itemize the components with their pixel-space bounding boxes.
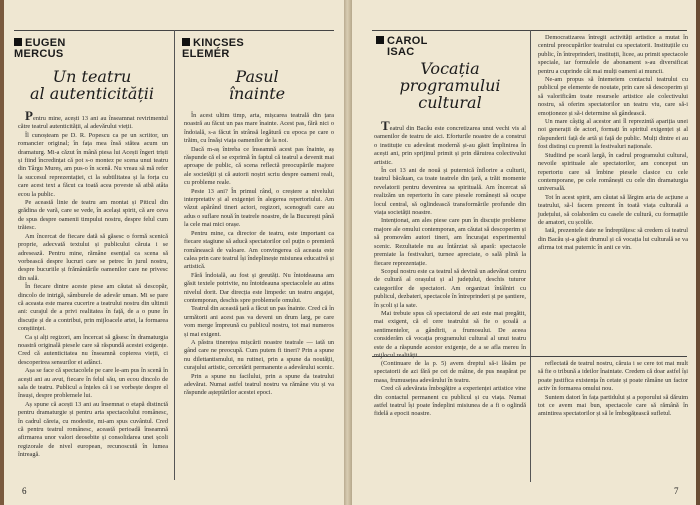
paragraph: Intenționat, am ales piese care pun în discuție probleme majore ale omului contemporan, am căutat să descoperim și să promovăm autori tineri, am încurajat experimentul scenic. Rezultatele nu au întârziat să apară: spectacole premiate la festivaluri, turnee apreciate, o sală plină la fiecare reprezentație. [374, 217, 526, 267]
paragraph: Pe această linie de teatru am montat și Piticul din grădina de vară, care se vede, în același spirit, că are ceva de spus despre oamenii timpului nostru, despre felul cum trăiesc. [18, 199, 168, 232]
paragraph: Peste 13 ani? În primul rând, o creștere a nivelului interpretativ și al exigenței în alegerea repertoriului. Am văzut apărând tineri actori, regizori, scenografi care au adus o suflare nouă în teatrele noastre, de la București până la cele mai mici orașe. [184, 187, 334, 229]
paragraph: Ca și alți regizori, am încercat să găsesc în dramaturgia noastră originală piesele care să răspundă acestei exigențe. Cred că autenticitatea nu înseamnă copierea vieții, ci descoperirea sensurilor ei adânci. [18, 333, 168, 366]
paragraph: Un mare câștig al acestor ani îl reprezintă apariția unei noi generații de actori, formați în spiritul exigenței și al răspunderii față de artă și față de public. Mulți dintre ei au fost distinși cu premii la festivaluri naționale. [538, 118, 688, 151]
paragraph: Suntem datori în fața partidului și a poporului să dăruim tot ce avem mai bun, spectacole care să rămână în amintirea spectatorilor și să le îmbogățească sufletul. [538, 393, 688, 418]
paragraph: Teatrul din Bacău este concretizarea unui vechi vis al oamenilor de teatru de aici. Eforturile noastre de a construi o instituție cu adevărat modernă și-au găsit împlinirea în acești ani, prin sprijinul primit și prin dăruirea colectivului artistic. [374, 118, 526, 166]
paragraph: Scopul nostru este ca teatrul să devină un adevărat centru de cultură al orașului și al județului, deschis tuturor categoriilor de spectatori. Am organizat întâlniri cu publicul, dezbateri, spectacole în întreprinderi și pe șantiere, în școli și la sate. [374, 267, 526, 309]
bullet-square-icon [14, 38, 22, 46]
paragraph: Pentru mine, ca director de teatru, este important ca fiecare stagiune să aducă spectatorilor cel puțin o premieră românească de valoare. Am convingerea că aceasta este calea prin care teatrul își îndeplinește misiunea educativă și artistică. [184, 229, 334, 271]
bullet-square-icon [182, 38, 190, 46]
paragraph: Îl cunoșteam pe D. R. Popescu ca pe un scriitor, un romancier original; în fața mea însă stătea acum un dramaturg. Mi-a căzut în mână piesa lui Acești îngeri triști și fiind încredințat că pot s-o montez pe scena unui teatru din Târgu Mureș, am pus-o în scenă. Nu vreau să mă refer la succesul reprezentației, ci la subtilitatea și la forța cu care acest text a făcut ca toată acea poveste să aibă atâta ecou la public. [18, 131, 168, 198]
paragraph: Cred că adevărata îmbogățire a experienței artistice vine din contactul permanent cu publicul și cu viața. Numai astfel teatrul își poate îndeplini misiunea de a fi o oglindă fidelă a epocii noastre. [374, 385, 526, 418]
paragraph: Prin a spune nu facilului, prin a spune da teatrului adevărat. Numai astfel teatrul nostru va rămâne viu și va răspunde așteptărilor acestei epoci. [184, 372, 334, 397]
paragraph: Aș spune că acești 13 ani au însemnat o etapă distinctă pentru dramaturgie și pentru arta spectacolului românesc, în cadrul căreia, cu modestie, mi-am spus cuvântul. Cred că pentru teatrul românesc, această perioadă înseamnă afirmarea unor valori deosebite și consolidarea unei școli regizorale de nivel european, recunoscută în lumea întreagă. [18, 400, 168, 459]
paragraph: Dacă m-aș întreba ce înseamnă acest pas înainte, aș răspunde că el se exprimă în faptul că teatrul a devenit mai aproape de public, că scena reflectă preocupările majore ale societății și că autorii noștri scriu despre oameni reali, cu probleme reale. [184, 145, 334, 187]
paragraph: Iată, prezentele date ne îndreptățesc să credem că teatrul din Bacău și-a găsit drumul și că vocația lui culturală se va afirma tot mai puternic în anii ce vin. [538, 227, 688, 252]
paragraph: Am încercat de fiecare dată să găsesc o formă scenică proprie, adecvată textului și publicului căruia i se adresează. Pentru mine, rămâne esențial ca scena să vorbească despre lucruri care se petrec în jurul nostru, despre bucuriile și frământările oamenilor care ne privesc din sală. [18, 232, 168, 282]
paragraph: reflectată de teatrul nostru, căruia i se cere tot mai mult să fie o tribună a ideilor înaintate. Credem că doar astfel își poate justifica existența în cetate și poate rămâne un factor activ în formarea omului nou. [538, 360, 688, 393]
paragraph: Tot în acest spirit, am căutat să lărgim aria de acțiune a teatrului, să-l facem prezent în toată viața culturală a județului, să colaborăm cu casele de cultură, cu formațiile de amatori, cu școlile. [538, 193, 688, 226]
paragraph: Pentru mine, acești 13 ani au înseamnat revirimentul către teatrul autenticității, al adevărului vieții. [18, 108, 168, 131]
bullet-square-icon [376, 36, 384, 44]
article2-title: Pasul înainte [228, 67, 286, 103]
paragraph: A păstra tinerețea mișcării noastre teatrale — iată un gând care ne preocupă. Cum putem fi tineri? Prin a spune nu dilettantismului, nu rutinei, prin a spune da noutății, curajului artistic, cercetării permanente a adevărului scenic. [184, 338, 334, 372]
section-rule [372, 356, 687, 357]
article3-author: CAROL ISAC [376, 36, 428, 58]
paragraph: În cei 13 ani de nouă și puternică înflorire a culturii, teatrul băcăuan, ca toate teatrele din țară, a trăit momente revelatorii pentru devenirea sa spirituală. Am încercat să realizăm un repertoriu în care piesele românești să ocupe locul central, să oglindească transformările profunde din viața societății noastre. [374, 167, 526, 217]
paragraph: Teatrul din această țară a făcut un pas înainte. Cred că în următorii ani acest pas va deveni un drum larg, pe care vom merge împreună cu publicul nostru, tot mai numeros și mai exigent. [184, 305, 334, 338]
column-divider [530, 30, 531, 482]
article2-author: KINCSES ELEMÉR [182, 37, 244, 60]
left-page [4, 0, 344, 505]
article1-author: EUGEN MERCUS [14, 37, 66, 60]
right-page [352, 0, 696, 505]
paragraph: (Continuare de la p. 5) avem dreptul să-i lăsăm pe spectatorii de azi fără pe cei de mâine, de pus neapărat pe masa, frumusețea adevărului în teatru. [374, 360, 526, 384]
paragraph: Democratizarea întregii activități artistice a mutat în centrul preocupărilor teatrului cu spectatorii. Instituțiile cu public, în întreprinderi, instituții, licee, au primit spectacole speciale, iar formulele de abonament s-au diversificat pentru a cuprinde cât mai mulți oameni ai muncii. [538, 34, 688, 75]
continuation-col2 [538, 360, 688, 484]
paragraph: Mai trebuie spus că spectatorul de azi este mai pregătit, mai exigent, că el cere teatrului să fie o școală a sentimentelor, a gândirii, a frumosului. De aceea considerăm că vocația programului cultural al unui teatru este de a răspunde acestor exigențe, de a se afla mereu în [374, 309, 526, 351]
column-divider [174, 30, 175, 480]
paragraph: În acest ultim timp, arta, mișcarea teatrală din țara noastră au făcut un pas mare înainte. Acest pas, fără nici o îndoială, s-a făcut în strânsă legătură cu epoca pe care o trăim, cu însăși viața oamenilor de la noi. [184, 112, 334, 145]
paragraph: Studiind pe scară largă, în cadrul programului cultural, nevoile spirituale ale spectatorilor, am conceput un repertoriu care să îmbine piesele clasice cu cele contemporane, pe cele românești cu cele din dramaturgia universală. [538, 151, 688, 193]
article1-title: Un teatru al autenticității [29, 67, 155, 103]
article3-body-col2 [538, 34, 688, 352]
page-number: 7 [674, 486, 679, 496]
continuation-col1 [374, 360, 526, 484]
article1-body [18, 108, 168, 484]
article2-body [184, 112, 334, 484]
page-number: 6 [22, 486, 27, 496]
article3-title: Vocația programului cultural [399, 59, 501, 112]
paragraph: În fiecare dintre aceste piese am căutat să descopăr, dincolo de intrigă, sâmburele de adevăr uman. Mi se pare că aceasta este marea cucerire a teatrului nostru din ultimii ani: curajul de a privi realitatea în față, de a o pune în discuție și de a contribui, prin mijloacele artei, la formarea conștiinței. [18, 283, 168, 333]
book-cover-edge-right [696, 0, 700, 505]
book-gutter [344, 0, 352, 505]
paragraph: Fără îndoială, au fost și greutăți. Nu întotdeauna am găsit textele potrivite, nu întotdeauna spectacolele au atins nivelul dorit. Dar direcția este limpede: un teatru angajat, contemporan, deschis spre problemele omului. [184, 271, 334, 304]
article3-body-col1 [374, 118, 526, 351]
paragraph: Ne-am propus să întemeiem contactul teatrului cu publicul pe elemente de noutate, prin care să descoperim și să valorificăm toate resursele artistice ale colectivului nostru, să oferim spectatorilor un teatru viu, care să-i emoționeze și să-i determine să gândească. [538, 76, 688, 117]
paragraph: Așa se face că spectacolele pe care le-am pus în scenă în acești ani au avut, fiecare în felul său, un ecou dincolo de sala de teatru. Publicul a înțeles că i se vorbește despre el însuși, despre problemele lui. [18, 367, 168, 400]
